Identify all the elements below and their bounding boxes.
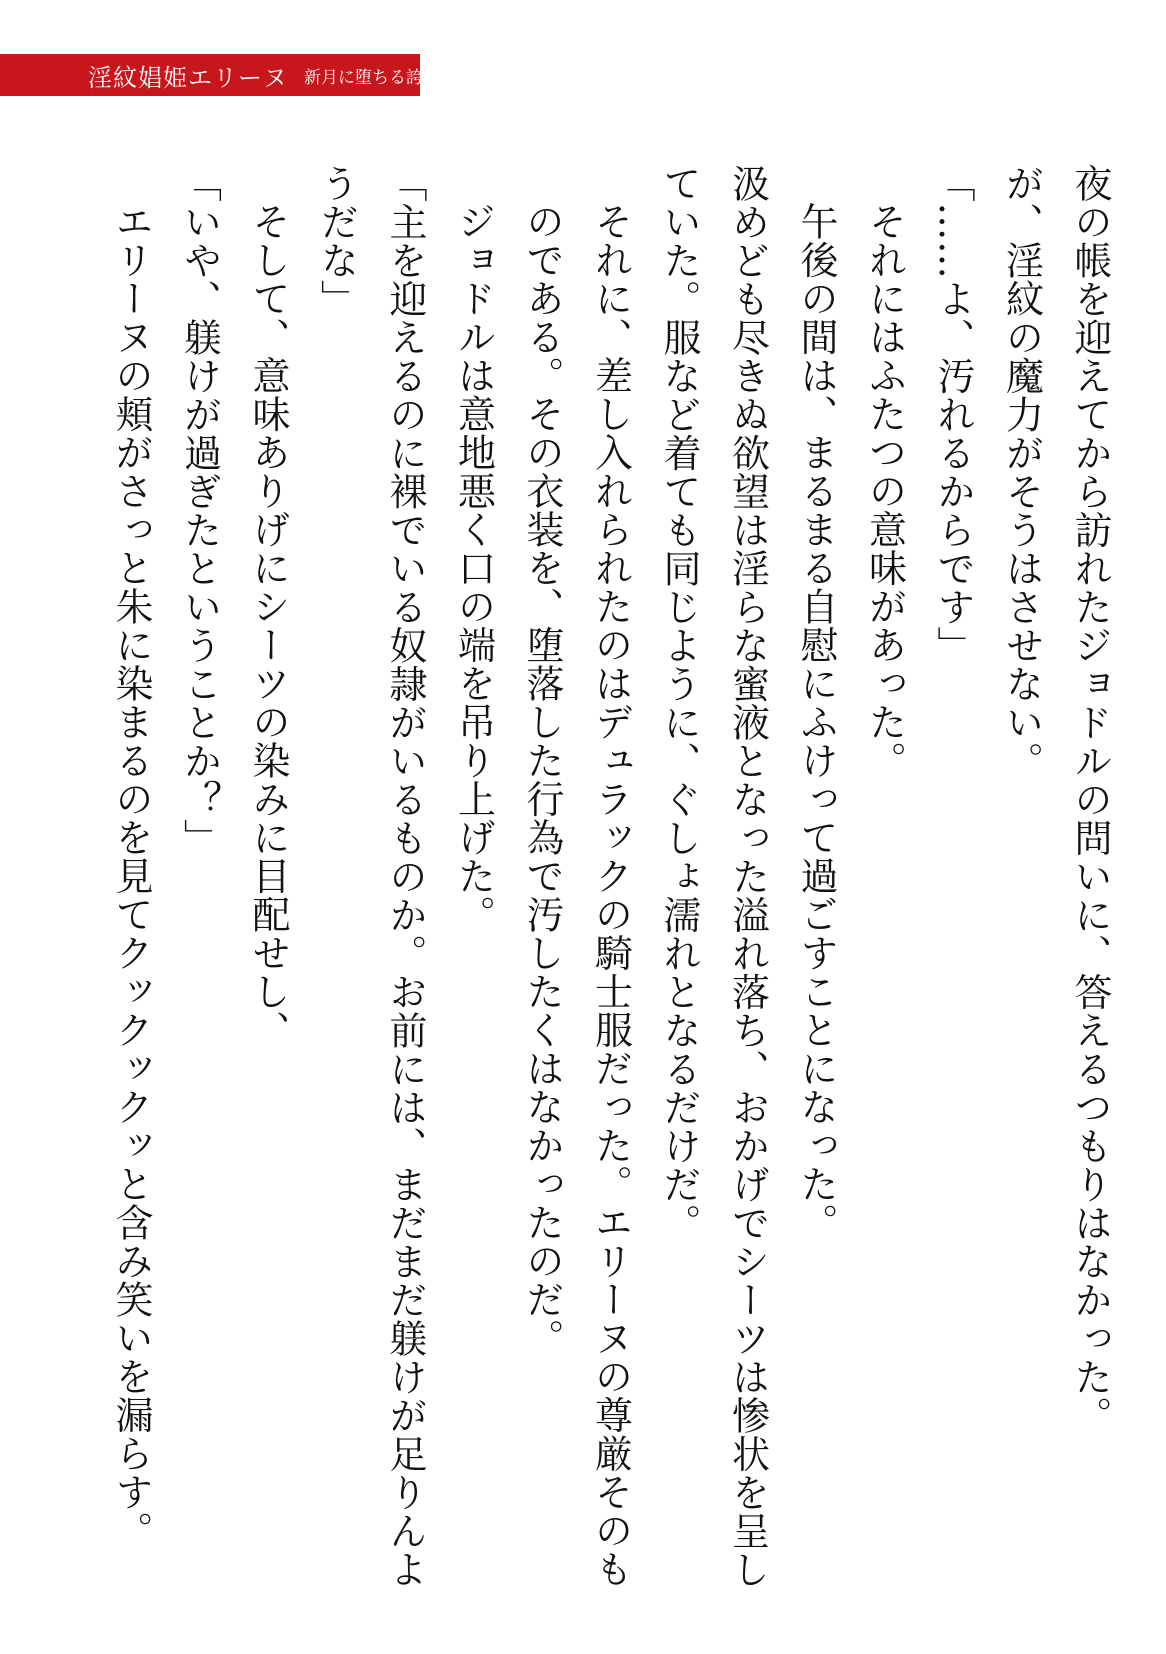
- vertical-body-text: [64, 164, 1124, 1624]
- running-header: [0, 54, 440, 96]
- paragraph: が、淫紋の魔力がそうはさせない。: [999, 164, 1044, 780]
- paragraph: 「……よ、汚れるからです」: [931, 164, 975, 665]
- paragraph: それに、差し入れられたのはデュラックの騎士服だった。エリーヌの尊厳そのものである。その衣装を、堕落した行為で汚したくはなかったのだ。: [520, 202, 633, 1588]
- book-title: 淫紋娼姫エリーヌ: [88, 63, 288, 92]
- paragraph: それにはふたつの意味があった。: [862, 202, 907, 780]
- paragraph: 「いや、躾けが過ぎたということか？」: [177, 164, 222, 857]
- paragraph: 「主を迎えるのに裸でいる奴隷がいるものか。お前には、まだまだ躾けが足りんようだな」: [314, 164, 427, 1589]
- paragraph: 汲めども尽きぬ欲望は淫らな蜜液となった溢れ落ち、おかげでシーツは惨状を呈していた。服など着ても同じように、ぐしょ濡れとなるだけだ。: [657, 164, 770, 1589]
- paragraph: そして、意味ありげにシーツの染みに目配せし、: [246, 202, 290, 1049]
- paragraph: 夜の帳を迎えてから訪れたジョドルの問いに、答えるつもりはなかった。: [1068, 164, 1112, 1435]
- paragraph: エリーヌの頬がさっと朱に染まるのを見てクックックッと含み笑いを漏らす。: [109, 202, 153, 1550]
- paragraph: 午後の間は、まるまる自慰にふけって過ごすことになった。: [794, 202, 838, 1242]
- paragraph: ジョドルは意地悪く口の端を吊り上げた。: [451, 202, 496, 934]
- chapter-title: 新月に堕ちる誇り: [304, 67, 440, 88]
